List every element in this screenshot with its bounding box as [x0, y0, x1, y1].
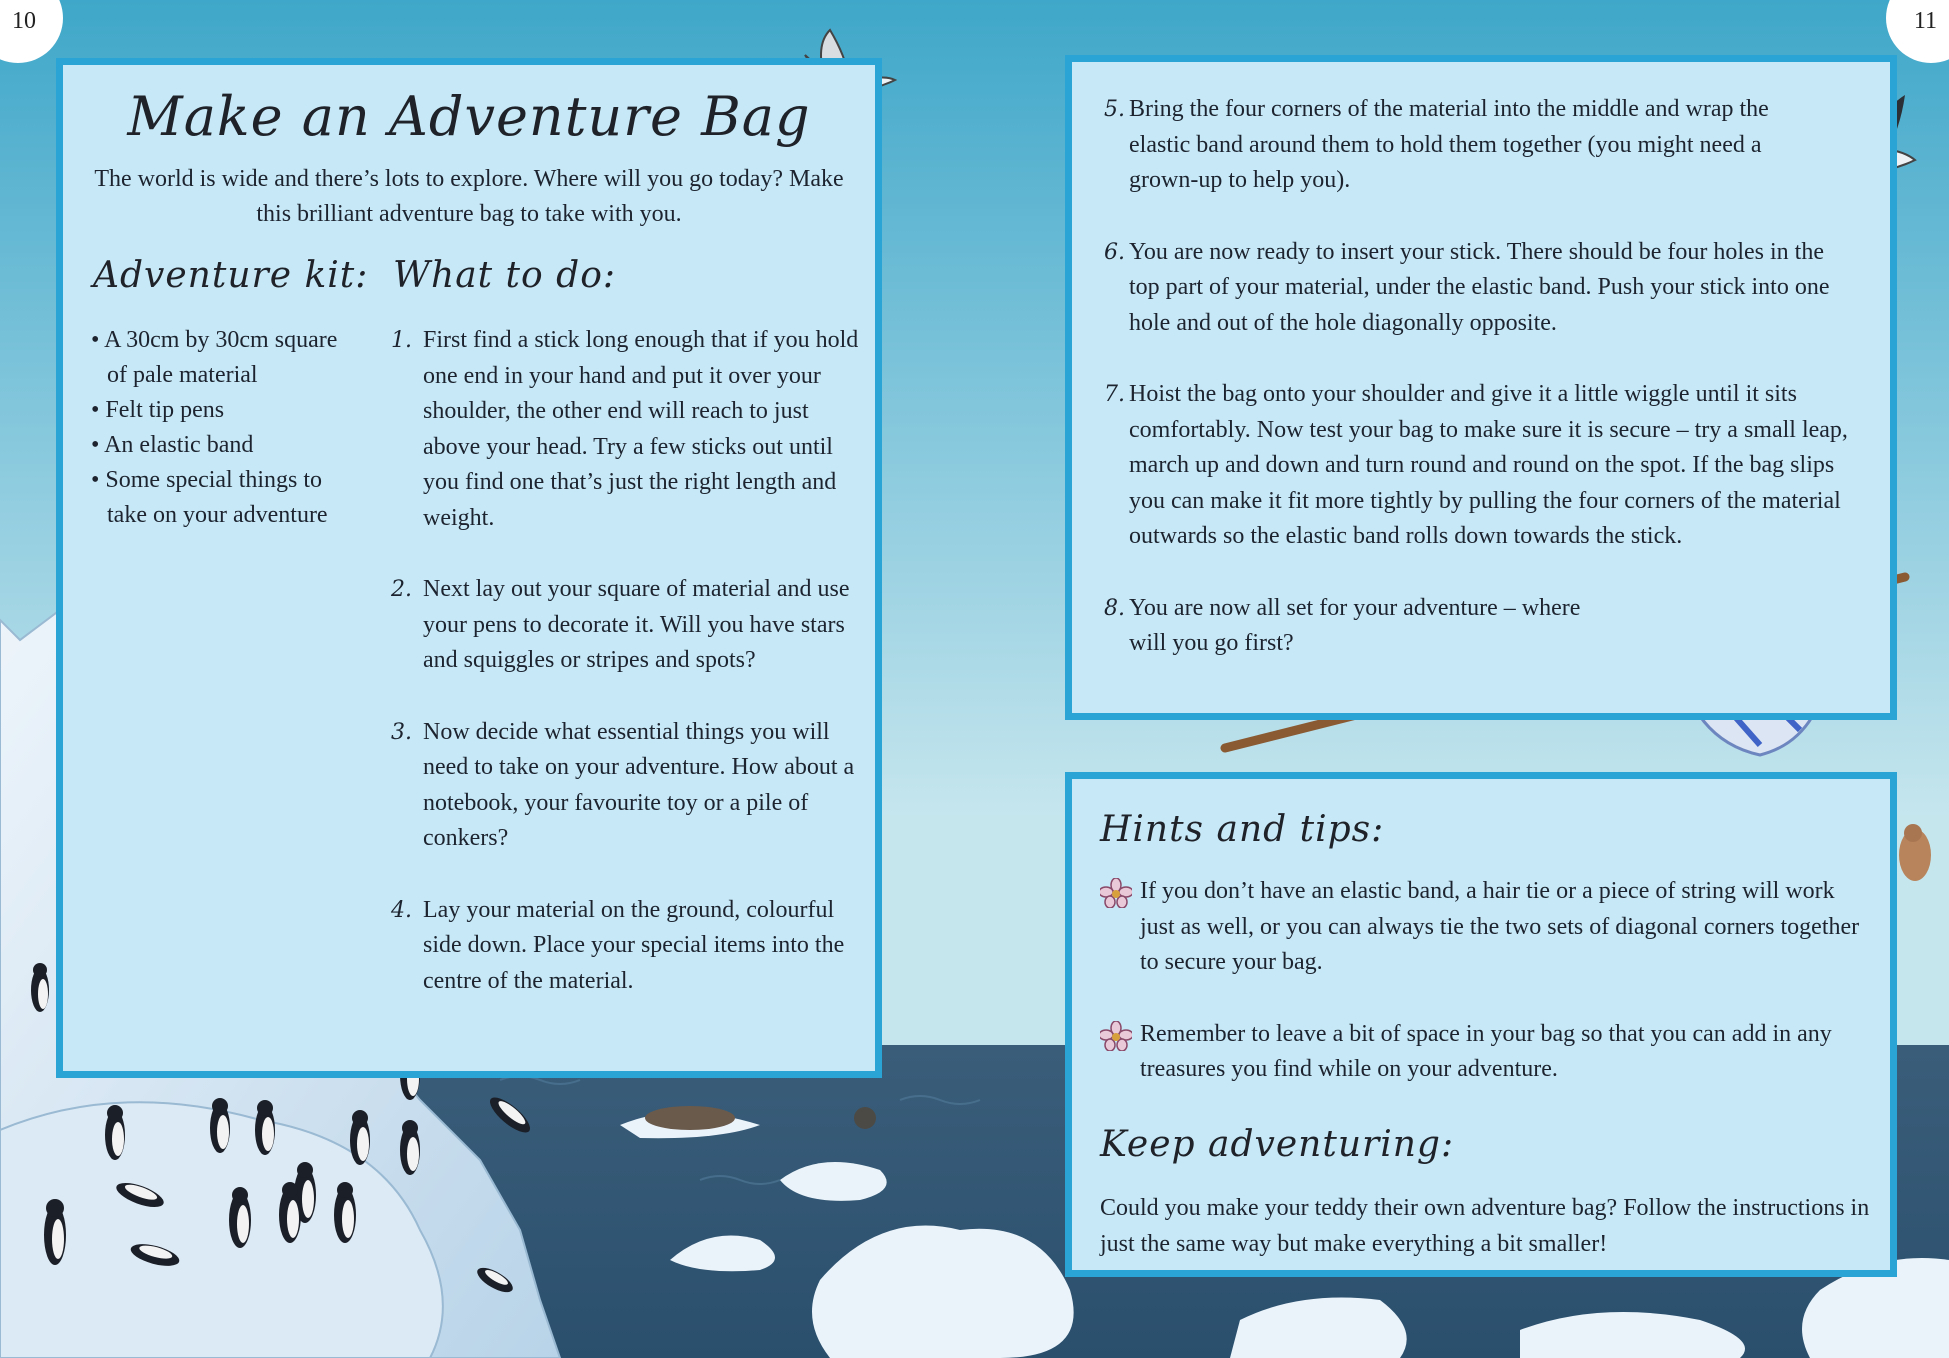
list-item: • A 30cm by 30cm square of pale material: [91, 323, 361, 393]
step-5: [1104, 92, 1829, 199]
flower-bullet-icon: [1100, 878, 1132, 908]
step-text: Hoist the bag onto your shoulder and give it a little wiggle until it sits comfortably. Now test your bag to make sure it is secure – try a small leap, march up and down and turn round and round on the spot. If the bag slips you can make it fit more tightly by pulling the four corners of the material outwards so the elastic band rolls down towards the stick.: [1129, 381, 1848, 549]
hints-heading: Hints and tips:: [1100, 809, 1385, 850]
kit-list: [91, 323, 361, 533]
list-item: [1100, 1017, 1860, 1088]
seal-icon: [645, 1106, 735, 1130]
penguin-icon: [44, 1199, 66, 1265]
seal-head-icon: [854, 1107, 876, 1129]
step-8: [1104, 591, 1609, 662]
step-text: Now decide what essential things you will need to take on your adventure. How about a notebook, your favourite toy or a pile of conkers?: [423, 718, 855, 851]
intro-text: The world is wide and there’s lots to explore. Where will you go today? Make this brilliant adventure bag to take with you.: [94, 166, 844, 227]
step-7: [1104, 377, 1849, 555]
step-text: Lay your material on the ground, colourful side down. Place your special items into the centre of the material.: [423, 896, 845, 994]
step-text: Next lay out your square of material and use your pens to decorate it. Will you have stars and squiggles or stripes and spots?: [423, 576, 850, 673]
keep-text: Could you make your teddy their own adventure bag? Follow the instructions in just the same way but make everything a bit smaller!: [1100, 1195, 1870, 1257]
step-number: 6.: [1104, 239, 1125, 265]
hint-text: If you don’t have an elastic band, a hair tie or a piece of string will work just as well, or you can always tie the two sets of diagonal corners together to secure your bag.: [1140, 878, 1860, 975]
hints-list: [1100, 874, 1860, 1124]
steps-continued-panel: [1065, 55, 1897, 720]
penguin-icon: [400, 1120, 420, 1175]
keep-heading: Keep adventuring:: [1100, 1124, 1455, 1165]
step-text: You are now all set for your adventure – where will you go first?: [1129, 594, 1581, 656]
step-text: Bring the four corners of the material into the middle and wrap the elastic band around them to hold them together (you might need a grown-up to help you).: [1129, 96, 1769, 193]
step-6: [1104, 235, 1849, 342]
step-text: You are now ready to insert your stick. There should be four holes in the top part of your material, under the elastic band. Push your stick into one hole and out of the hole diagonally opposite.: [1129, 238, 1830, 336]
step-number: 8.: [1104, 595, 1125, 621]
steps-list: [391, 323, 861, 1035]
page-number-left: 10: [12, 8, 36, 34]
step-3: [391, 715, 861, 857]
penguin-icon: [105, 1105, 125, 1160]
todo-heading: What to do:: [393, 255, 616, 296]
penguin-icon: [279, 1182, 301, 1243]
list-item: [1100, 874, 1860, 981]
list-item: • Felt tip pens: [91, 393, 361, 428]
step-text: First find a stick long enough that if you hold one end in your hand and put it over your shoulder, the other end will reach to just above your head. Try a few sticks out until you find one that’s just the right length and weight.: [423, 327, 859, 531]
penguin-icon: [210, 1098, 230, 1153]
step-number: 5.: [1104, 97, 1125, 122]
penguin-icon: [229, 1187, 251, 1248]
step-1: [391, 323, 861, 536]
list-item: • Some special things to take on your adventure: [91, 463, 361, 533]
penguin-icon: [334, 1182, 356, 1243]
page-number-right: 11: [1913, 8, 1937, 34]
penguin-icon: [255, 1100, 275, 1155]
page-title: Make an Adventure Bag: [127, 85, 811, 148]
penguin-icon: [31, 963, 49, 1012]
hint-text: Remember to leave a bit of space in your bag so that you can add in any treasures you find while on your adventure.: [1140, 1020, 1832, 1082]
list-item: • An elastic band: [91, 428, 361, 463]
steps-list-continued: [1104, 92, 1849, 698]
penguin-icon: [350, 1110, 370, 1165]
flower-bullet-icon: [1100, 1021, 1132, 1051]
step-number: 2.: [391, 577, 412, 602]
step-number: 7.: [1104, 382, 1125, 407]
step-2: [391, 572, 861, 679]
step-number: 1.: [391, 328, 412, 353]
step-4: [391, 893, 861, 1000]
step-number: 4.: [391, 897, 412, 923]
instructions-panel: [56, 58, 882, 1078]
hints-panel: [1065, 772, 1897, 1277]
step-number: 3.: [391, 719, 412, 745]
kit-heading: Adventure kit:: [93, 255, 369, 296]
